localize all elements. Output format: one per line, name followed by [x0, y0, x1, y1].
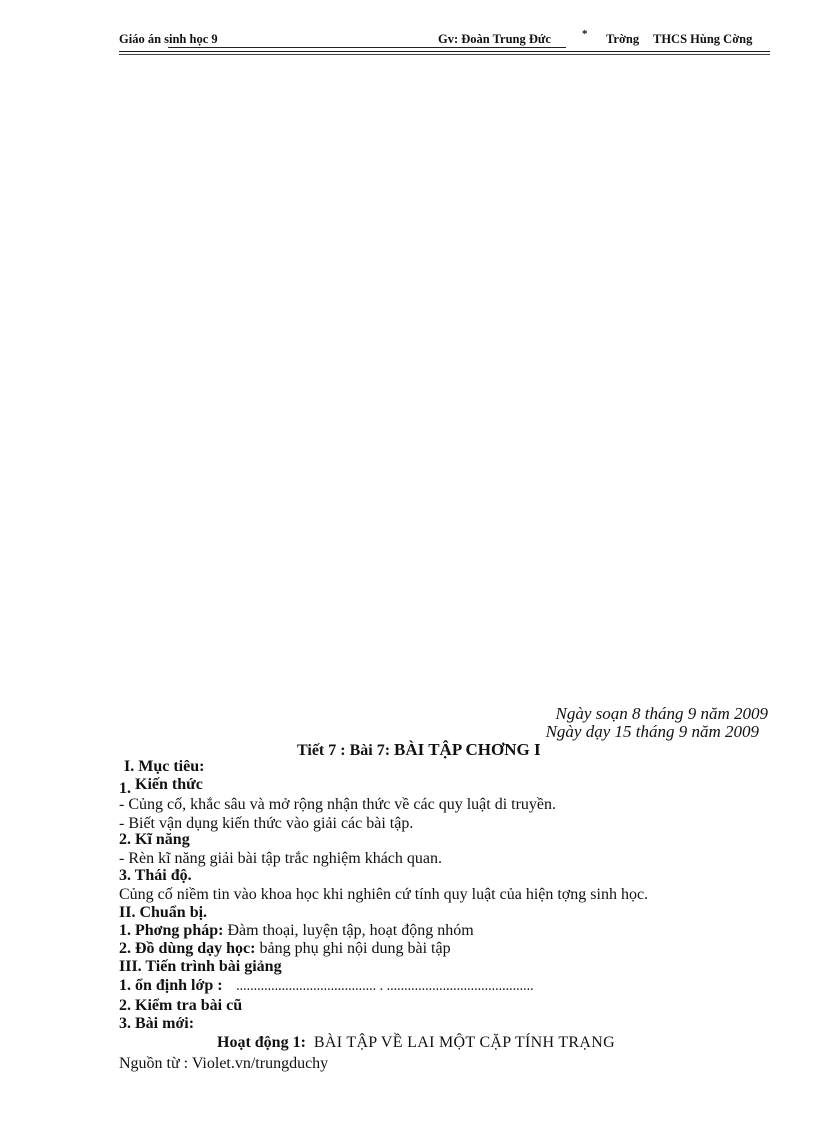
check-heading: 2. Kiểm tra bài cũ	[119, 997, 243, 1014]
lesson-title-prefix: Tiết 7 : Bài 7:	[297, 742, 391, 759]
objectives-heading: I. Mục tiêu:	[124, 758, 205, 775]
activity-label: Hoạt động 1:	[217, 1034, 306, 1051]
knowledge-title: Kiến thức	[135, 776, 203, 793]
class-line	[119, 977, 534, 995]
lesson-title-main: BÀI TẬP CHƠNG I	[394, 740, 541, 759]
knowledge-heading	[119, 776, 203, 797]
knowledge-item-2: - Biết vận dụng kiến thức vào giải các bài tập.	[119, 815, 414, 832]
process-heading: III. Tiến trình bài giảng	[119, 958, 282, 975]
skills-item-1: - Rèn kĩ năng giải bài tập trắc nghiệm khách quan.	[119, 850, 443, 867]
header-subject: Giáo án sinh học 9	[119, 32, 218, 46]
skills-heading: 2. Kĩ năng	[119, 831, 190, 848]
preparation-heading: II. Chuẩn bị.	[119, 904, 208, 921]
date-taught: Ngày dạy 15 tháng 9 năm 2009	[545, 722, 759, 741]
attitude-heading: 3. Thái độ.	[119, 867, 192, 884]
class-dots: ........................................ . ..........................................	[236, 982, 535, 993]
header-rule-thin	[119, 54, 770, 55]
header-rule	[119, 51, 770, 52]
tools-label: 2. Đồ dùng dạy học:	[119, 940, 256, 957]
new-lesson-heading: 3. Bài mới:	[119, 1015, 195, 1032]
tools-text: bảng phụ ghi nội dung bài tập	[259, 940, 451, 957]
method-label: 1. Phơng pháp:	[119, 922, 224, 939]
knowledge-number: 1.	[119, 780, 131, 797]
attitude-item-1: Củng cố niềm tin vào khoa học khi nghiên cứ tính quy luật của hiện tợng sinh học.	[119, 886, 649, 903]
lesson-title	[297, 740, 541, 760]
date-prepared: Ngày soạn 8 tháng 9 năm 2009	[555, 704, 768, 723]
tools-line	[119, 940, 451, 958]
knowledge-item-1: - Củng cố, khắc sâu và mở rộng nhận thức về các quy luật di truyền.	[119, 796, 557, 813]
source-line: Nguồn từ : Violet.vn/trungduchy	[119, 1055, 329, 1072]
header-school-label: Trờng	[606, 32, 640, 46]
activity-line	[217, 1034, 615, 1052]
header-mark: *	[582, 28, 588, 40]
header-school-name: THCS Hùng Cờng	[653, 32, 753, 46]
header-teacher: Gv: Đoàn Trung Đức	[438, 32, 551, 46]
class-label: 1. ổn định lớp :	[119, 977, 223, 994]
method-line	[119, 922, 474, 940]
activity-text: BÀI TẬP VỀ LAI MỘT CẶP TÍNH TRẠNG	[313, 1034, 615, 1051]
method-text: Đàm thoại, luyện tập, hoạt động nhóm	[227, 922, 474, 939]
header-underline	[168, 47, 566, 48]
